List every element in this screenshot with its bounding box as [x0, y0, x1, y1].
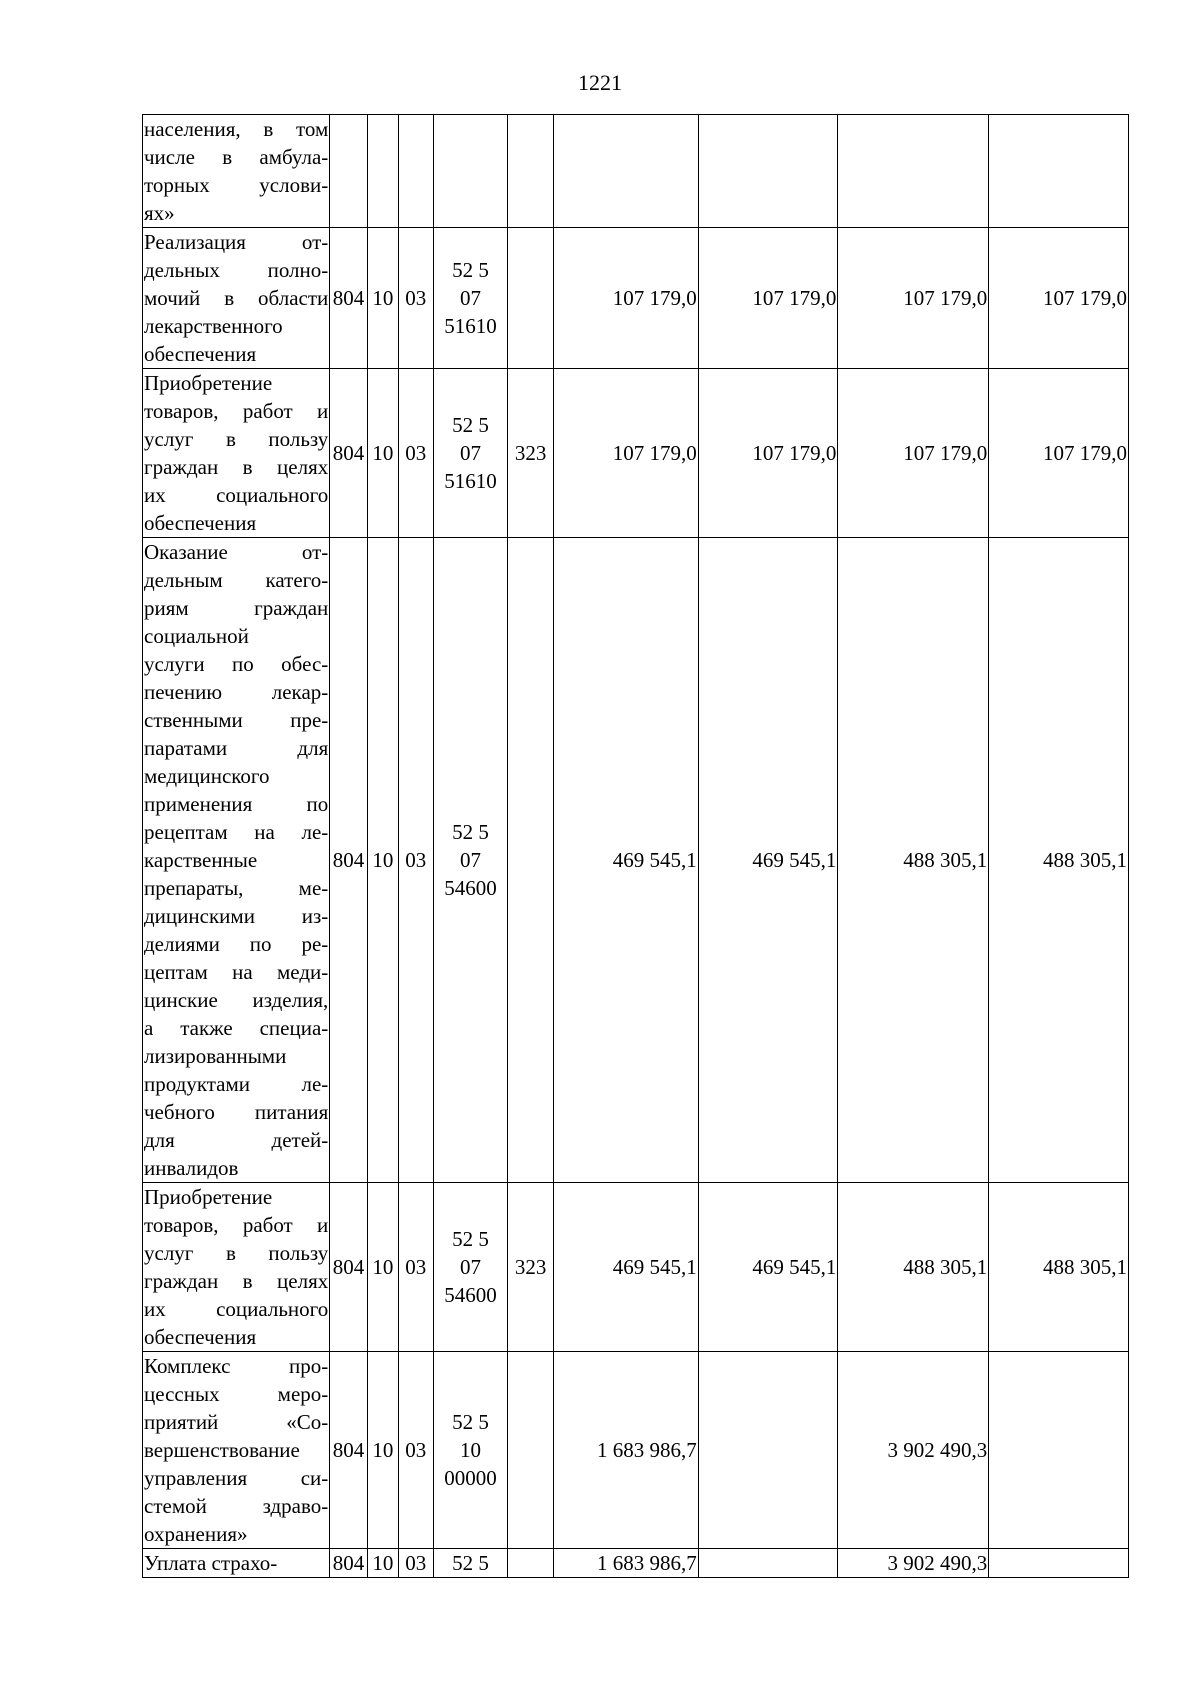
gr-code-cell: 804 [330, 369, 367, 538]
row-name-line: приятий «Со- [144, 1410, 329, 1434]
amount-cell-v3: 107 179,0 [838, 228, 989, 369]
row-name-line: цептам на меди- [144, 960, 329, 984]
amount-cell-v4: 488 305,1 [989, 1183, 1129, 1352]
row-name-line: цессных меро- [144, 1382, 329, 1406]
row-name-line: ственными пре- [144, 708, 329, 732]
row-name-line: вершенствование [144, 1438, 300, 1462]
page-number: 1221 [578, 70, 622, 95]
amount-cell-v4: 107 179,0 [989, 228, 1129, 369]
csr-code-line: 00000 [444, 1466, 497, 1490]
table-body [143, 115, 1129, 1578]
amount-cell-v1: 107 179,0 [553, 228, 698, 369]
row-name-line: карственные [144, 848, 258, 872]
vr-code-cell: 323 [508, 1183, 554, 1352]
pr-code-cell: 03 [399, 1183, 433, 1352]
row-name-line: торных услови- [144, 173, 329, 197]
row-name-line: лекарственного [144, 314, 283, 338]
vr-code-cell [508, 1352, 554, 1549]
row-name-cell [143, 369, 330, 538]
amount-cell-v1: 1 683 986,7 [553, 1352, 698, 1549]
row-name-line: дицинскими из- [144, 904, 329, 928]
row-name-line: товаров, работ и [144, 399, 329, 423]
row-name-line: граждан в целях [144, 1269, 329, 1293]
rz-code-cell: 10 [367, 369, 398, 538]
pr-code-cell: 03 [399, 538, 433, 1183]
csr-code-line: 07 [459, 1255, 481, 1279]
csr-code-line: 07 [459, 286, 481, 310]
csr-code-cell [433, 538, 508, 1183]
csr-code-cell [433, 1183, 508, 1352]
row-name-line: ях» [144, 201, 175, 225]
gr-code-cell: 804 [330, 1549, 367, 1578]
amount-cell-v2: 107 179,0 [698, 228, 838, 369]
row-name-line: обеспечения [144, 511, 257, 535]
row-name-line: цинские изделия, [144, 988, 329, 1012]
csr-code-line: 54600 [444, 1283, 497, 1307]
row-name-cell [143, 1183, 330, 1352]
rz-code-cell: 10 [367, 228, 398, 369]
row-name-cell [143, 115, 330, 228]
amount-cell-v4: 107 179,0 [989, 369, 1129, 538]
row-name-line: Реализация от- [144, 230, 329, 254]
amount-cell-v2: 107 179,0 [698, 369, 838, 538]
vr-code-cell: 323 [508, 369, 554, 538]
csr-code-line: 10 [459, 1438, 481, 1462]
row-name-line: применения по [144, 792, 329, 816]
table-row [143, 1183, 1129, 1352]
amount-cell-v1: 469 545,1 [553, 538, 698, 1183]
gr-code-cell: 804 [330, 1352, 367, 1549]
gr-code-cell: 804 [330, 1183, 367, 1352]
amount-cell-v1: 107 179,0 [553, 369, 698, 538]
csr-code-cell [433, 1549, 508, 1578]
row-name-line: стемой здраво- [144, 1494, 329, 1518]
csr-code-line: 54600 [444, 876, 497, 900]
table-row [143, 1352, 1129, 1549]
csr-code-line: 52 5 [452, 258, 489, 282]
amount-cell-v3: 488 305,1 [838, 1183, 989, 1352]
gr-code-cell: 804 [330, 538, 367, 1183]
row-name-line: граждан в целях [144, 455, 329, 479]
row-name-line: а также специа- [144, 1016, 329, 1040]
amount-cell-v2 [698, 1352, 838, 1549]
table-row [143, 538, 1129, 1183]
amount-cell-v2: 469 545,1 [698, 1183, 838, 1352]
amount-cell-v3: 3 902 490,3 [838, 1549, 989, 1578]
row-name-line: товаров, работ и [144, 1213, 329, 1237]
amount-cell-v1: 469 545,1 [553, 1183, 698, 1352]
row-name-line: рецептам на ле- [144, 820, 329, 844]
amount-cell-v1 [553, 115, 698, 228]
table-row [143, 115, 1129, 228]
gr-code-cell [330, 115, 367, 228]
row-name-cell [143, 1352, 330, 1549]
row-name-cell [143, 228, 330, 369]
csr-code-line: 51610 [444, 469, 497, 493]
vr-code-cell [508, 228, 554, 369]
table-row [143, 1549, 1129, 1578]
row-name-line: Приобретение [144, 371, 273, 395]
amount-cell-v3: 3 902 490,3 [838, 1352, 989, 1549]
amount-cell-v2 [698, 1549, 838, 1578]
table-row [143, 369, 1129, 538]
csr-code-cell [433, 115, 508, 228]
row-name-line: инвалидов [144, 1156, 239, 1180]
csr-code-line: 51610 [444, 314, 497, 338]
row-name-line: для детей- [144, 1128, 329, 1152]
amount-cell-v4: 488 305,1 [989, 538, 1129, 1183]
row-name-line: дельным катего- [144, 568, 329, 592]
row-name-line: Оказание от- [144, 540, 329, 564]
row-name-line: лизированными [144, 1044, 287, 1068]
csr-code-cell [433, 1352, 508, 1549]
row-name-line: мочий в области [144, 286, 329, 310]
amount-cell-v3: 488 305,1 [838, 538, 989, 1183]
amount-cell-v2: 469 545,1 [698, 538, 838, 1183]
vr-code-cell [508, 538, 554, 1183]
pr-code-cell: 03 [399, 228, 433, 369]
row-name-line: медицинского [144, 764, 270, 788]
row-name-line: делиями по ре- [144, 932, 329, 956]
rz-code-cell: 10 [367, 1183, 398, 1352]
row-name-line: обеспечения [144, 1325, 257, 1349]
row-name-line: услуг в пользу [144, 427, 329, 451]
row-name-line: услуг в пользу [144, 1241, 329, 1265]
row-name-line: дельных полно- [144, 258, 329, 282]
amount-cell-v3: 107 179,0 [838, 369, 989, 538]
row-name-line: Комплекс про- [144, 1354, 329, 1378]
rz-code-cell: 10 [367, 1549, 398, 1578]
row-name-line: обеспечения [144, 342, 257, 366]
amount-cell-v4 [989, 1352, 1129, 1549]
pr-code-cell [399, 115, 433, 228]
amount-cell-v2 [698, 115, 838, 228]
row-name-line: числе в амбула- [144, 145, 329, 169]
rz-code-cell [367, 115, 398, 228]
row-name-line: продуктами ле- [144, 1072, 329, 1096]
csr-code-line: 52 5 [452, 1410, 489, 1434]
gr-code-cell: 804 [330, 228, 367, 369]
csr-code-line: 52 5 [452, 413, 489, 437]
vr-code-cell [508, 1549, 554, 1578]
amount-cell-v3 [838, 115, 989, 228]
vr-code-cell [508, 115, 554, 228]
budget-table [142, 114, 1129, 1578]
row-name-line: охранения» [144, 1522, 248, 1546]
row-name-line: услуги по обес- [144, 652, 329, 676]
csr-code-line: 52 5 [452, 1227, 489, 1251]
pr-code-cell: 03 [399, 1352, 433, 1549]
csr-code-cell [433, 228, 508, 369]
row-name-cell [143, 538, 330, 1183]
csr-code-line: 52 5 [452, 1551, 489, 1575]
row-name-line: социальной [144, 624, 249, 648]
row-name-line: управления си- [144, 1466, 329, 1490]
row-name-line: их социального [144, 1297, 329, 1321]
row-name-line: печению лекар- [144, 680, 329, 704]
row-name-cell [143, 1549, 330, 1578]
row-name-line: паратами для [144, 736, 329, 760]
amount-cell-v1: 1 683 986,7 [553, 1549, 698, 1578]
row-name-line: риям граждан [144, 596, 329, 620]
table-row [143, 228, 1129, 369]
row-name-line: препараты, ме- [144, 876, 329, 900]
rz-code-cell: 10 [367, 1352, 398, 1549]
row-name-line: Приобретение [144, 1185, 273, 1209]
amount-cell-v4 [989, 1549, 1129, 1578]
rz-code-cell: 10 [367, 538, 398, 1183]
row-name-line: Уплата страхо- [144, 1551, 278, 1575]
row-name-line: чебного питания [144, 1100, 329, 1124]
csr-code-line: 07 [459, 441, 481, 465]
amount-cell-v4 [989, 115, 1129, 228]
row-name-line: их социального [144, 483, 329, 507]
csr-code-cell [433, 369, 508, 538]
csr-code-line: 52 5 [452, 820, 489, 844]
pr-code-cell: 03 [399, 369, 433, 538]
csr-code-line: 07 [459, 848, 481, 872]
pr-code-cell: 03 [399, 1549, 433, 1578]
row-name-line: населения, в том [144, 117, 329, 141]
